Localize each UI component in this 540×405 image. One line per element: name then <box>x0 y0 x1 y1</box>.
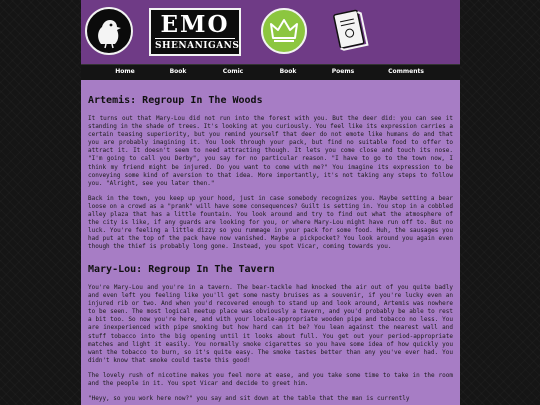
nav-book-2[interactable]: Book <box>279 68 297 75</box>
nav-poems[interactable]: Poems <box>331 68 355 75</box>
nav-home[interactable]: Home <box>115 68 135 75</box>
section-title: Mary-Lou: Regroup In The Tavern <box>88 264 275 275</box>
crown-logo-icon[interactable] <box>261 8 307 54</box>
logo-title-line2: SHENANIGANS <box>155 38 235 51</box>
main-nav <box>81 64 460 81</box>
paragraph: The lovely rush of nicotine makes you feel more at ease, and you take some time to take in the room and the people in it. You spot Vicar and decide to greet him. <box>88 371 453 388</box>
section-artemis <box>88 95 453 252</box>
main-content <box>81 80 460 405</box>
paragraph: "Heyy, so you work here now?" you say and sit down at the table that the man is currently <box>88 395 410 403</box>
section-title: Artemis: Regroup In The Woods <box>88 95 263 106</box>
paragraph: Back in the town, you keep up your hood, just in case somebody recognizes you. Maybe setting a bear loose on a crowd as a "prank" will have some consequences? Guilt is setting in. You stop in a cobbled alley plaza that has a little fountain. You look around and try to find out what the atmosphere of the city is like, if any guards are looking for you, or where Mary-Lou might have run off to. But no luck. You're feeling a little dizzy so you rummage in your pack for some food. Huh, the sausages you had put at the top of the pack have now vanished. Maybe a pickpocket? You look around you again even though the thief is probably long gone. Instead, you spot Vicar, coming towards you. <box>88 194 453 251</box>
site-header <box>81 0 460 64</box>
book-logo-icon[interactable] <box>329 6 371 54</box>
nav-book[interactable]: Book <box>169 68 187 75</box>
paragraph: It turns out that Mary-Lou did not run into the forest with you. But the deer did: you can see it standing in the shade of trees. It's looking at you curiously. You feel like its expression carries a certain teasing superiority, but you remind yourself that deer do not emote like humans do and that you are probably imagining it. You look through your pack, but find no suitable food to offer to attract it. It doesn't seem to need attracting though. It lets you come close and touch its nose. "I'm going to call you Derby", you say for no particular reason. "I have to go to the town now, I think my friend might be injured. Do you want to come with me?" You imagine its expression to be conveying some kind of aversion to that idea. More importantly, it's not taking any steps to follow you. "Alright, see you later then." <box>88 115 453 187</box>
section-mary-lou <box>88 264 453 403</box>
bird-logo-icon[interactable] <box>85 7 133 55</box>
page <box>81 0 460 405</box>
nav-comments[interactable]: Comments <box>388 68 424 75</box>
nav-comic[interactable]: Comic <box>222 68 244 75</box>
paragraph: You're Mary-Lou and you're in a tavern. The bear-tackle had knocked the air out of you quite badly and even left you feeling like you'll get some nasty bruises as a souvenir, if you're lucky even an injured rib or two. And when you'd recovered enough to stand up and look around, Artemis was nowhere to be seen. The most logical meetup place was obviously a tavern, and you'd probably be able to rest a bit too. So now you're here, and with your locale-appropriate wooden pipe and tobacco no less. You are inexperienced with pipe smoking but how hard can it be? You lean against the nearest wall and stuff tobacco into the big opening until it looks about full. You get out your period-appropriate matches and light it easily. You normally smoke cigarettes so you have some idea of how quickly you want the tobacco to burn, so it's quite easy. The smoke tastes better than any you've ever had. You didn't know that smoke could taste this good! <box>88 284 453 364</box>
site-logo[interactable] <box>149 8 241 56</box>
logo-title-line1: EMO <box>160 11 230 38</box>
